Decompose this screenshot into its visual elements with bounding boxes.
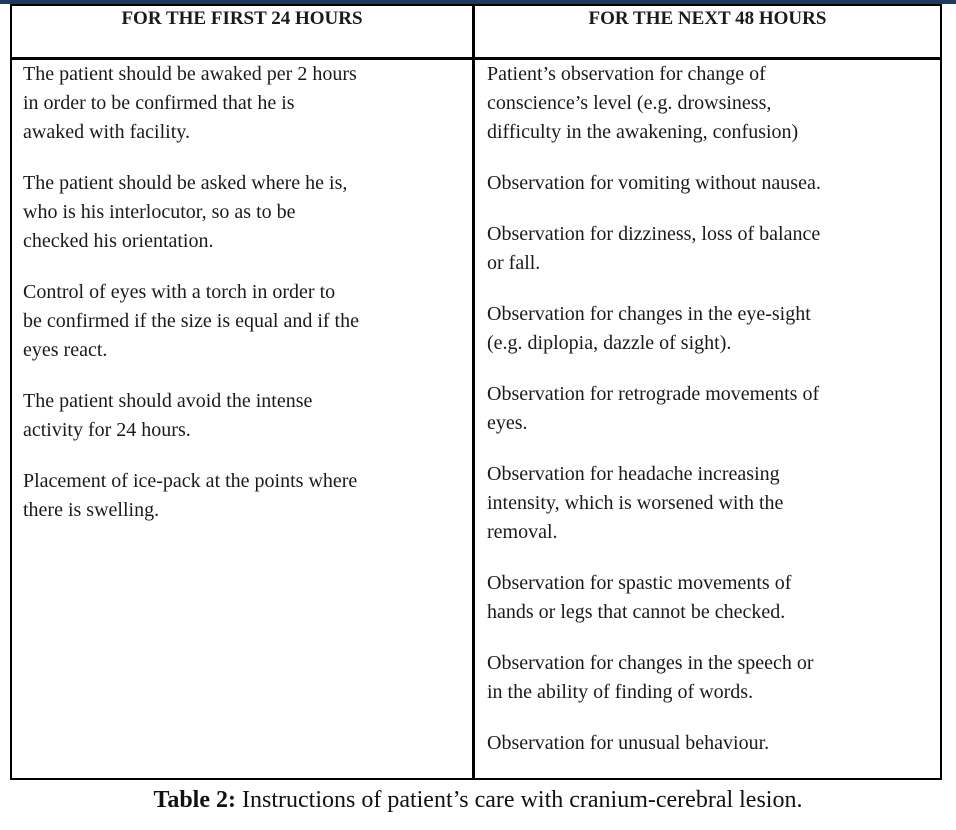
header-first-24-hours: FOR THE FIRST 24 HOURS	[121, 8, 363, 29]
observation-item: Observation for unusual behaviour.	[487, 732, 770, 754]
caption-label: Table 2:	[153, 787, 236, 813]
instruction-item: The patient should avoid the intense activity for 24 hours.	[23, 390, 313, 441]
observation-item: Observation for changes in the speech or in the ability of finding of words.	[487, 652, 814, 703]
instruction-item: The patient should be awaked per 2 hours in order to be confirmed that he is awaked with facility.	[23, 63, 357, 143]
column-divider	[472, 4, 475, 780]
observation-item: Patient’s observation for change of conscience’s level (e.g. drowsiness, difficulty in the awakening, confusion)	[487, 63, 799, 143]
table-caption	[0, 784, 956, 816]
first-24-hours-column	[23, 60, 468, 547]
observation-item: Observation for vomiting without nausea.	[487, 172, 821, 194]
next-48-hours-column	[487, 60, 937, 780]
observation-item: Observation for headache increasing intensity, which is worsened with the removal.	[487, 463, 784, 543]
caption-text: Instructions of patient’s care with cranium-cerebral lesion.	[236, 787, 803, 813]
instruction-item: Control of eyes with a torch in order to be confirmed if the size is equal and if the eyes react.	[23, 281, 359, 361]
observation-item: Observation for retrograde movements of eyes.	[487, 383, 820, 434]
observation-item: Observation for changes in the eye-sight (e.g. diplopia, dazzle of sight).	[487, 303, 811, 354]
instruction-item: The patient should be asked where he is, who is his interlocutor, so as to be checked his orientation.	[23, 172, 348, 252]
instruction-item: Placement of ice-pack at the points where there is swelling.	[23, 470, 358, 521]
observation-item: Observation for spastic movements of hands or legs that cannot be checked.	[487, 572, 792, 623]
observation-item: Observation for dizziness, loss of balance or fall.	[487, 223, 821, 274]
header-next-48-hours: FOR THE NEXT 48 HOURS	[588, 8, 827, 29]
